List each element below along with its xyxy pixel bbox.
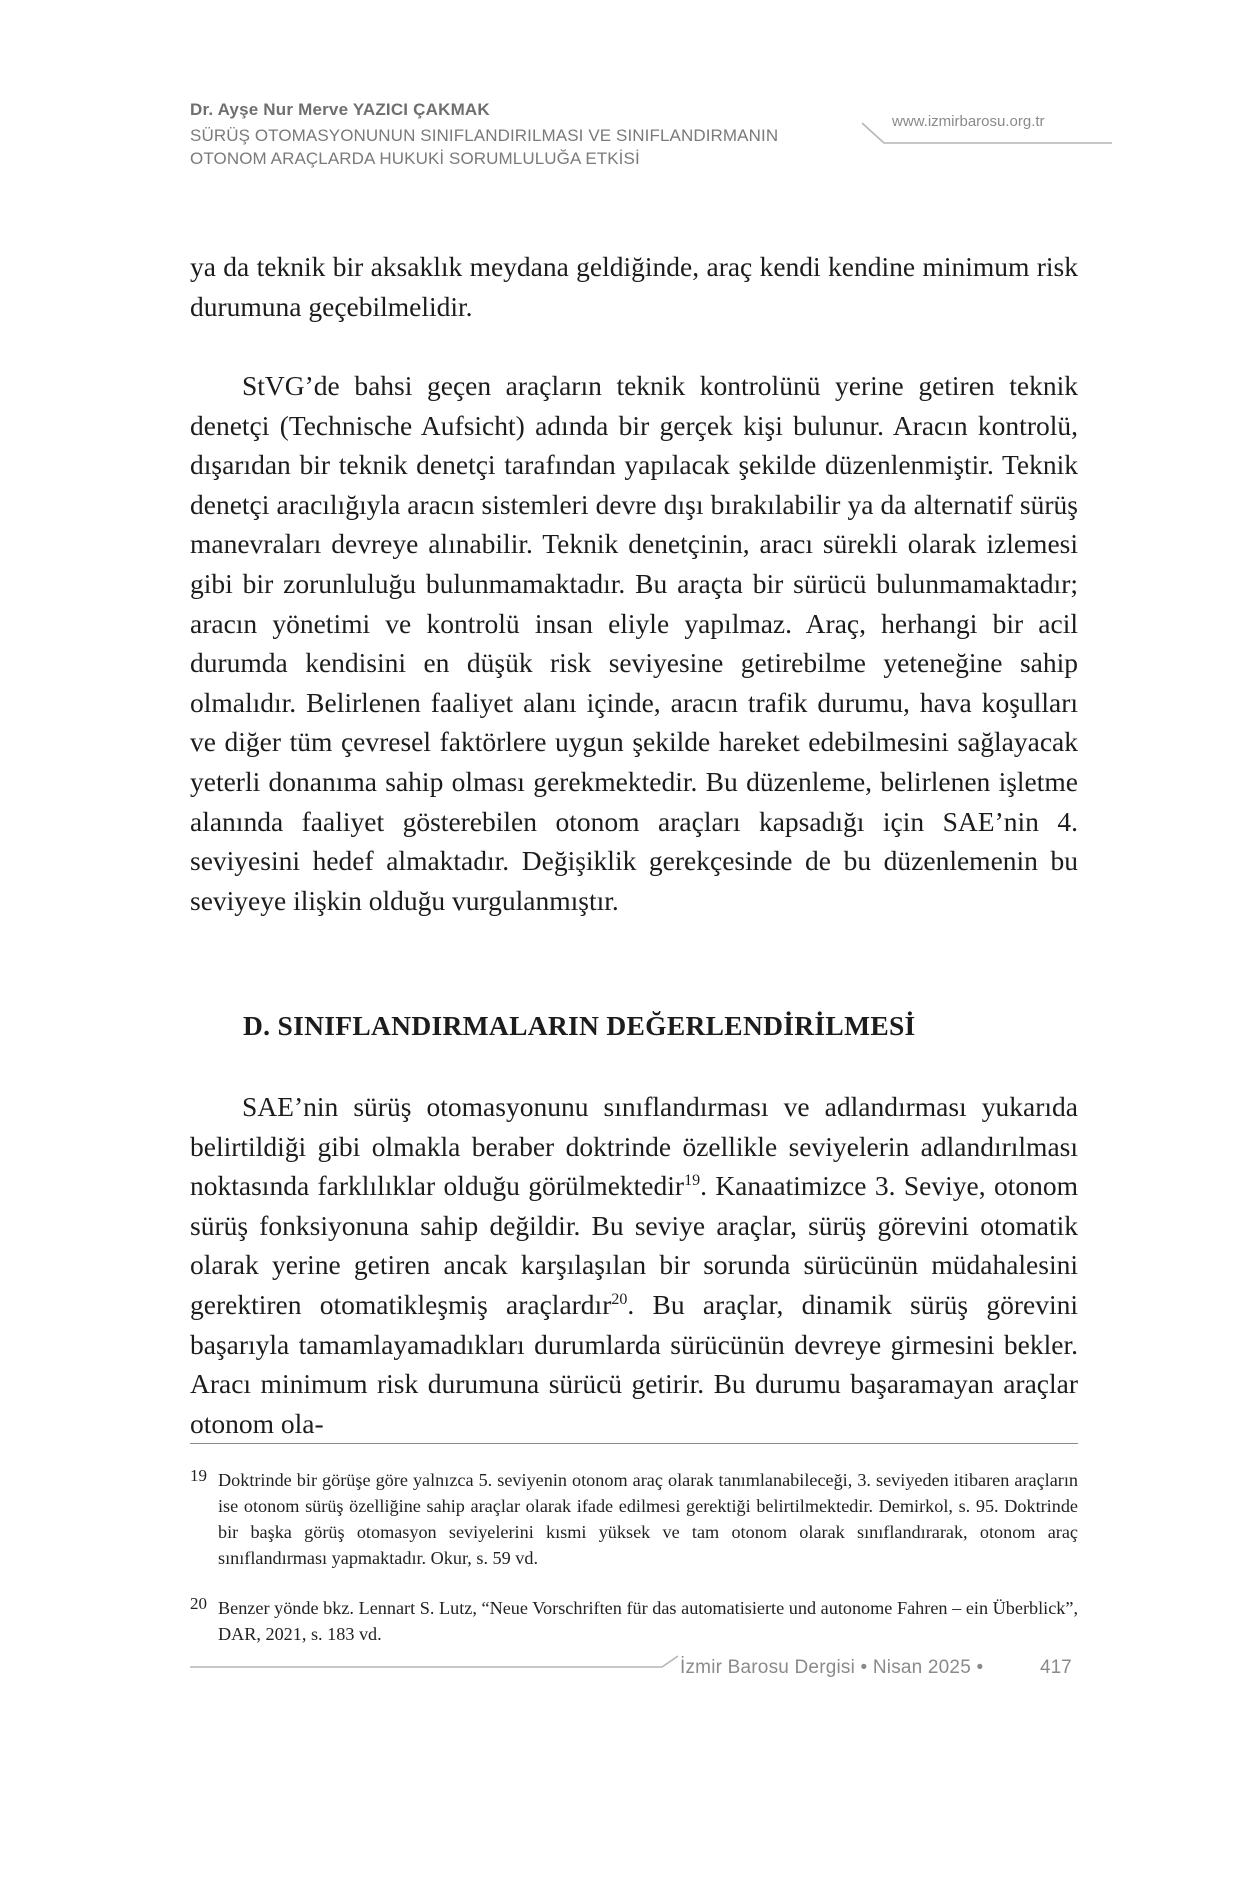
footer-journal-name: İzmir Barosu Dergisi • Nisan 2025 •: [680, 1657, 984, 1678]
section-heading: D. SINIFLANDIRMALARIN DEĞERLENDİRİLMESİ: [243, 1010, 916, 1041]
page-number: 417: [1040, 1657, 1072, 1678]
paragraph-intro: ya da teknik bir aksaklık meydana geldiğinde, araç kendi kendine minimum risk durumuna geçebilmelidir.: [190, 251, 1078, 322]
footnote-text: Benzer yönde bkz. Lennart S. Lutz, “Neue Vorschriften für das automatisierte und autonome Fahren – ein Überblick”, DAR, 2021, s. 183 vd.: [218, 1598, 1078, 1644]
footnote-number: 19: [190, 1466, 207, 1485]
paragraph-sae-part-1: SAE’nin sürüş otomasyonunu sınıflandırması ve adlandırması yukarıda belirtildiği gibi olmakla beraber doktrinde özellikle seviyelerin adlandırılması noktasında farklılıklar olduğu görülmektedir: [190, 1091, 1078, 1202]
paragraph-sae-part-3: . Bu araçlar, dinamik sürüş görevini başarıyla tamamlayamadıkları durumlarda sürücünün devreye girmesini bekler. Aracı minimum risk durumuna sürücü getirir. Bu durumu başaramayan araçlar otonom ola-: [190, 1288, 1078, 1439]
footnote-ref-20[interactable]: 20: [611, 1290, 628, 1308]
footnote-20: [190, 1595, 1078, 1647]
header-author: Dr. Ayşe Nur Merve YAZICI ÇAKMAK: [190, 100, 490, 119]
paragraph-sae-part-2: . Kanaatimizce 3. Seviye, otonom sürüş fonksiyonuna sahip değildir. Bu seviye araçlar, sürüş görevini otomatik olarak yerine getiren ancak karşılaşılan bir sorunda sürücünün müdahalesini gerektiren otomatikleşmiş araçlardır: [190, 1170, 1078, 1320]
footnote-text: Doktrinde bir görüşe göre yalnızca 5. seviyenin otonom araç olarak tanımlanabileceği, 3. seviyeden itibaren araçların ise otonom sürüş özelliğine sahip araçlar olarak ifade edilmesi gerektiği belirtilmektedir. Demirkol, s. 95. Doktrinde bir başka görüş otomasyon seviyelerini kısmi yüksek ve tam otonom olarak sınıflandırarak, otonom araç sınıflandırması yapmaktadır. Okur, s. 59 vd.: [218, 1470, 1078, 1568]
header-website-url: www.izmirbarosu.org.tr: [892, 113, 1045, 130]
header-article-title: [190, 124, 870, 170]
footnote-separator: [190, 1443, 1078, 1444]
footnote-19: [190, 1467, 1078, 1571]
header-title-line-1: SÜRÜŞ OTOMASYONUNUN SINIFLANDIRILMASI VE SINIFLANDIRMANIN: [190, 126, 779, 145]
footnote-number: 20: [190, 1594, 207, 1613]
footnote-ref-19[interactable]: 19: [684, 1172, 701, 1190]
footer-divider: [190, 1655, 678, 1679]
paragraph-sae: [190, 1087, 1078, 1443]
header-title-line-2: OTONOM ARAÇLARDA HUKUKİ SORUMLULUĞA ETKİSİ: [190, 149, 640, 168]
paragraph-stvg: StVG’de bahsi geçen araçların teknik kontrolünü yerine getiren teknik denetçi (Technische Aufsicht) adında bir gerçek kişi bulunur. Aracın kontrolü, dışarıdan bir teknik denetçi tarafından yapılacak şekilde düzenlenmiştir. Teknik denetçi aracılığıyla aracın sistemleri devre dışı bırakılabilir ya da alternatif sürüş manevraları devreye alınabilir. Teknik denetçinin, aracı sürekli olarak izlemesi gibi bir zorunluluğu bulunmamaktadır. Bu araçta bir sürücü bulunmamaktadır; aracın yönetimi ve kontrolü insan eliyle yapılmaz. Araç, herhangi bir acil durumda kendisini en düşük risk seviyesine getirebilme yeteneğine sahip olmalıdır. Belirlenen faaliyet alanı içinde, aracın trafik durumu, hava koşulları ve diğer tüm çevresel faktörlere uygun şekilde hareket edebilmesini sağlayacak yeterli donanıma sahip olması gerekmektedir. Bu düzenleme, belirlenen işletme alanında faaliyet gösterebilen otonom araçları kapsadığı için SAE’nin 4. seviyesini hedef almaktadır. Değişiklik gerekçesinde de bu düzenlemenin bu seviyeye ilişkin olduğu vurgulanmıştır.: [190, 370, 1078, 916]
